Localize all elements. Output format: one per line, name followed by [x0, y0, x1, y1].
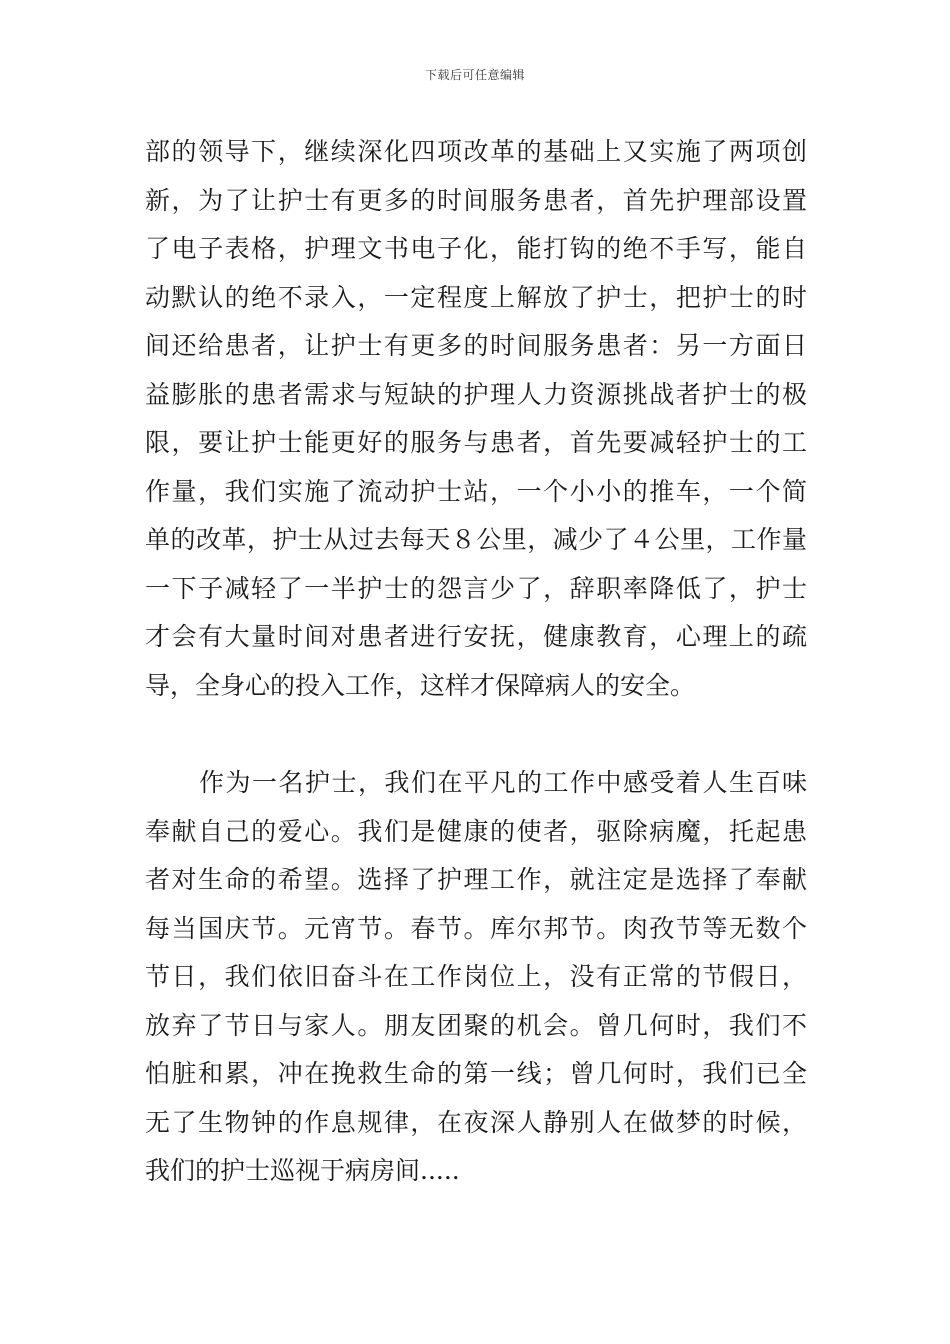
paragraph	[145, 759, 807, 1196]
text-line: 每当国庆节。元宵节。春节。库尔邦节。肉孜节等无数个	[145, 913, 807, 943]
text-line: 我们的护士巡视于病房间.....	[145, 1156, 460, 1185]
page-header: 下载后可任意编辑	[424, 68, 525, 82]
paragraph	[145, 128, 807, 710]
document-body	[145, 128, 807, 1196]
text-line: 怕脏和累，冲在挽救生命的第一线；曾几何时，我们已全	[145, 1059, 807, 1088]
text-line: 无了生物钟的作息规律，在夜深人静别人在做梦的时候，	[145, 1107, 807, 1137]
text-line: 才会有大量时间对患者进行安抚，健康教育，心理上的疏	[145, 622, 807, 651]
text-line: 者对生命的希望。选择了护理工作，就注定是选择了奉献	[145, 865, 807, 894]
text-line: 作量，我们实施了流动护士站，一个小小的推车，一个简	[145, 476, 807, 506]
text-line: 益膨胀的患者需求与短缺的护理人力资源挑战者护士的极	[145, 379, 807, 409]
text-line: 节日，我们依旧奋斗在工作岗位上，没有正常的节假日，	[145, 962, 807, 991]
text-line: 了电子表格，护理文书电子化，能打钩的绝不手写，能自	[145, 234, 807, 263]
text-line: 放弃了节日与家人。朋友团聚的机会。曾几何时，我们不	[145, 1010, 807, 1040]
text-line: 单的改革，护士从过去每天８公里，减少了４公里，工作量	[145, 525, 807, 554]
paragraph-spacer	[145, 710, 807, 759]
text-line: 一下子减轻了一半护士的怨言少了，辞职率降低了，护士	[145, 573, 807, 603]
text-line: 间还给患者，让护士有更多的时间服务患者：另一方面日	[145, 331, 807, 360]
text-line: 导，全身心的投入工作，这样才保障病人的安全。	[145, 670, 696, 700]
text-line: 动默认的绝不录入，一定程度上解放了护士，把护士的时	[145, 282, 807, 312]
text-line: 部的领导下，继续深化四项改革的基础上又实施了两项创	[145, 137, 807, 166]
text-line: 作为一名护士，我们在平凡的工作中感受着人生百味	[199, 768, 807, 797]
text-line: 限，要让护士能更好的服务与患者，首先要减轻护士的工	[145, 428, 807, 457]
text-line: 奉献自己的爱心。我们是健康的使者，驱除病魔，托起患	[145, 816, 807, 846]
text-line: 新，为了让护士有更多的时间服务患者，首先护理部设置	[145, 185, 807, 215]
